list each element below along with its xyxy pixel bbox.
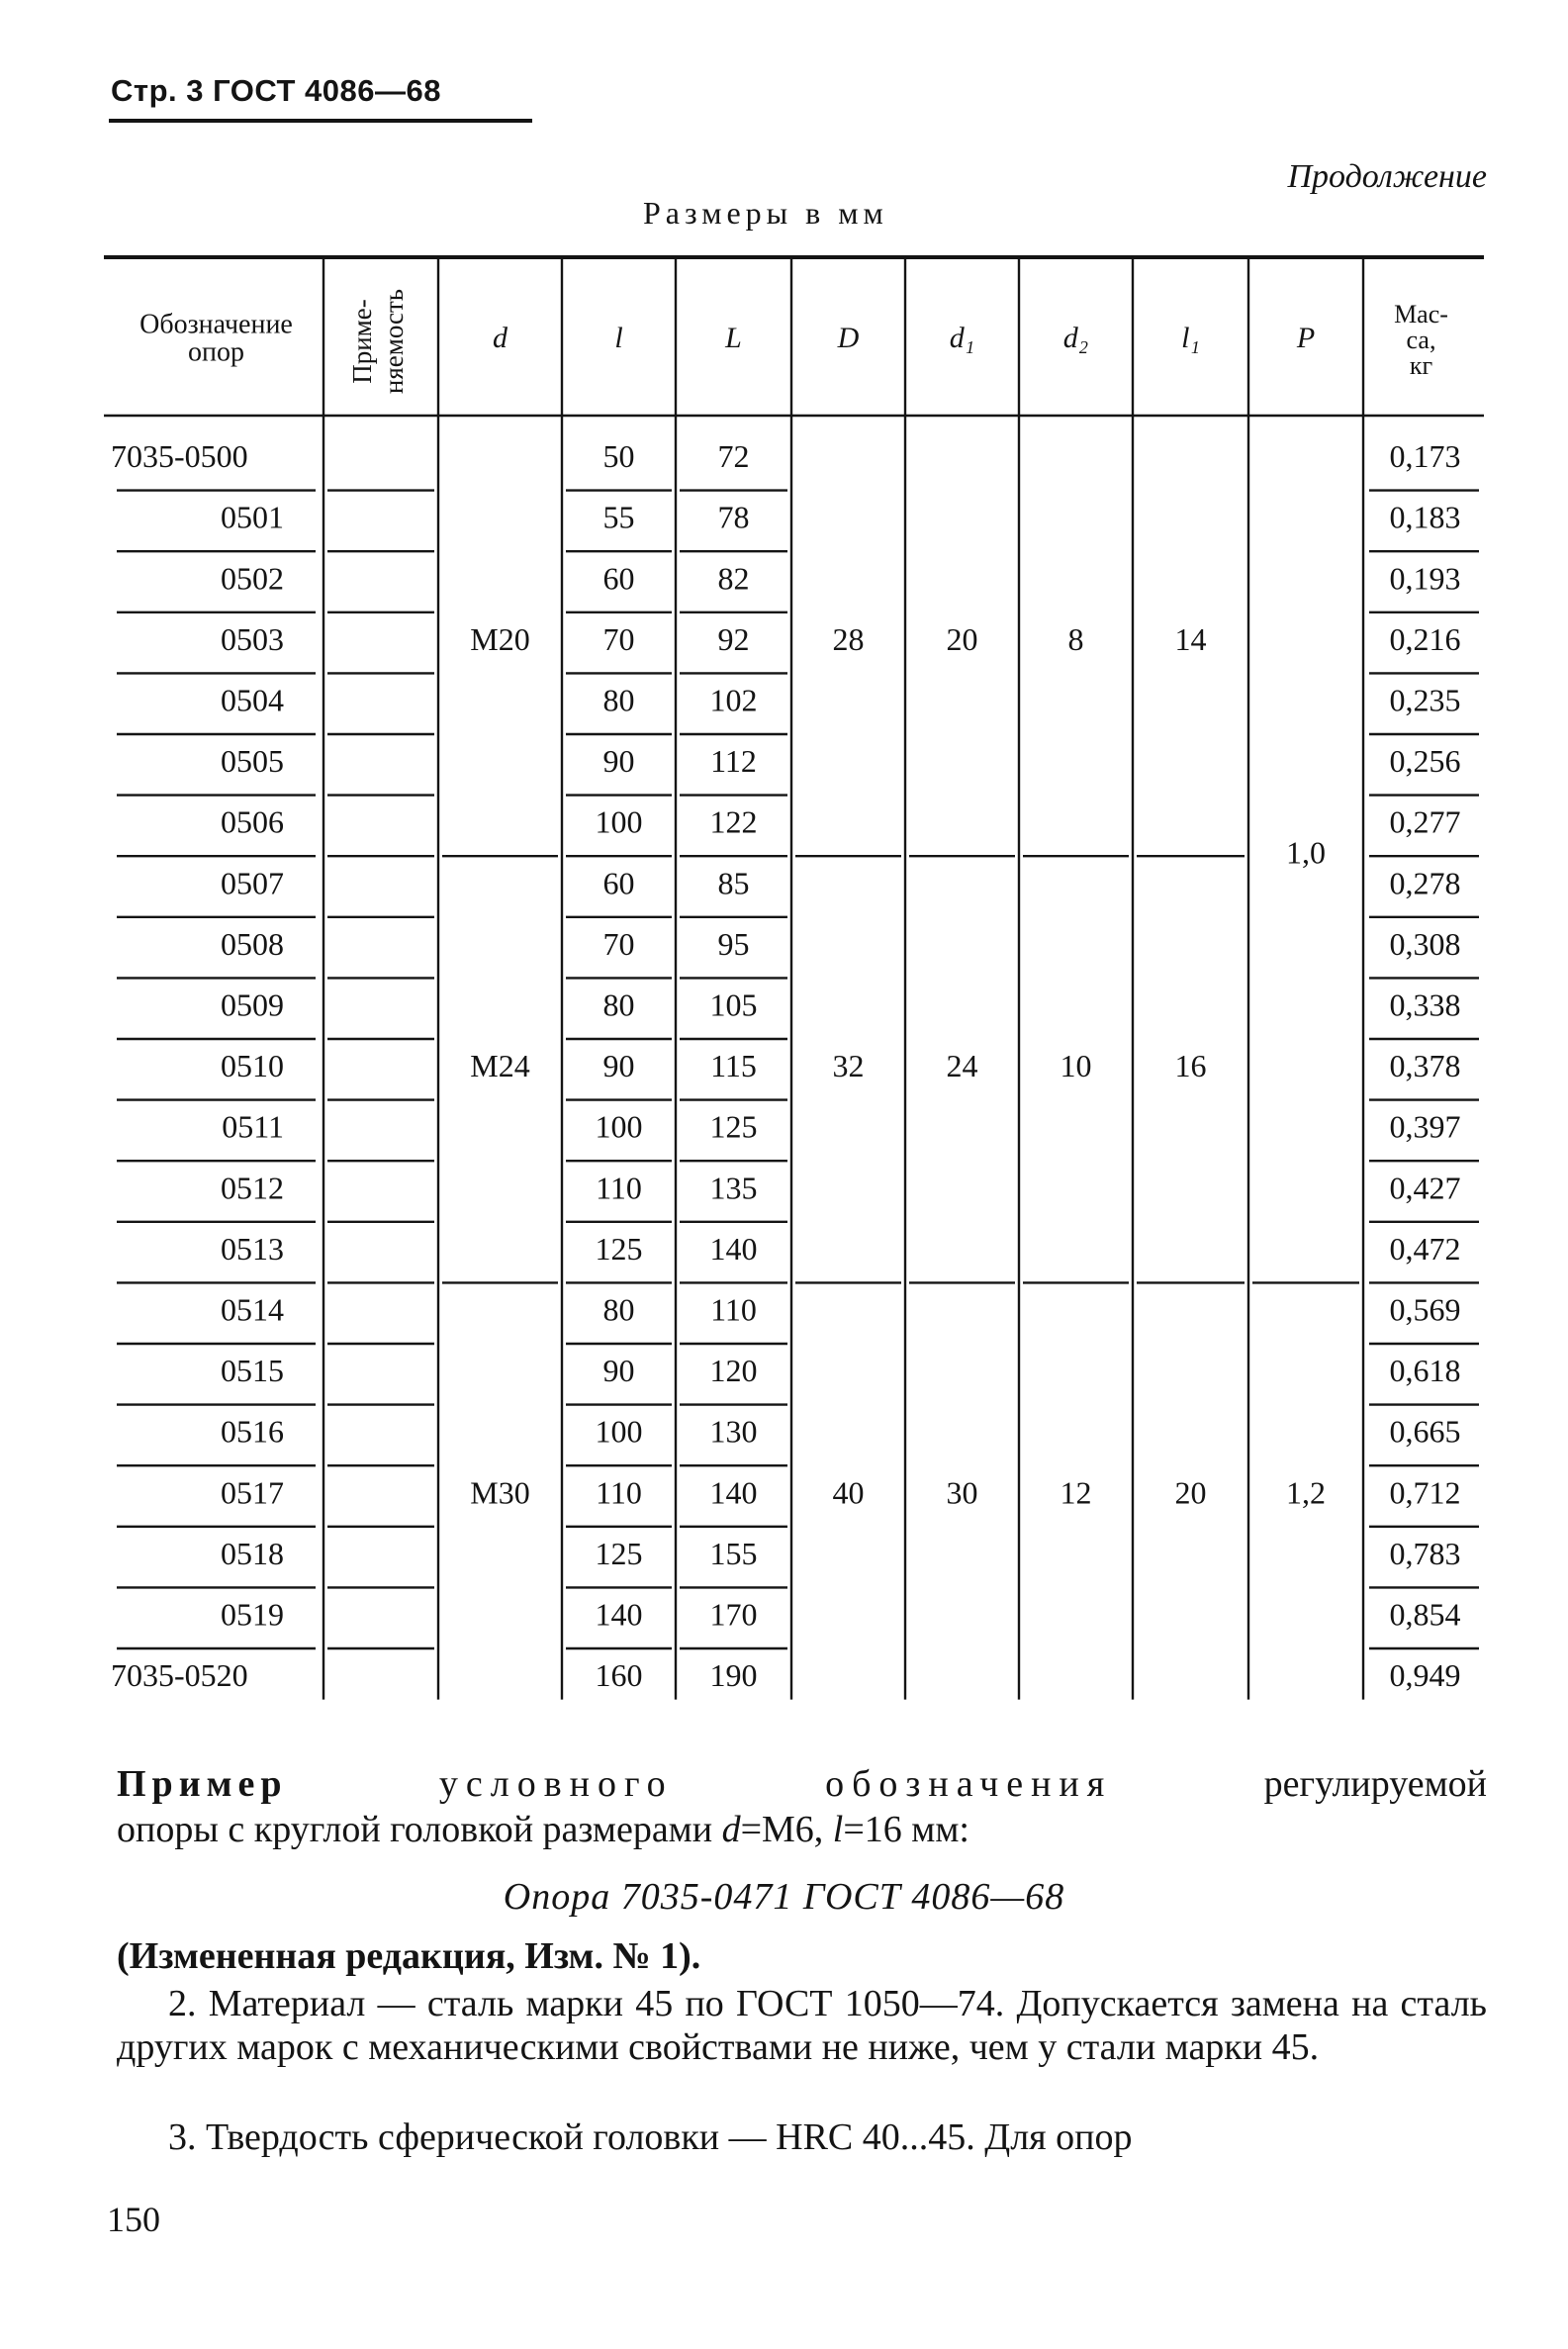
example-designation: Опора 7035-0471 ГОСТ 4086—68 (503, 1876, 1065, 1918)
designation-cell: 0517 (221, 1474, 284, 1511)
L-cell: 92 (717, 620, 750, 657)
header-L: L (725, 321, 742, 354)
header-D: D (837, 321, 860, 354)
l-cell: 60 (602, 865, 635, 901)
header-applicability: Приме- (347, 299, 378, 384)
material-paragraph (117, 1982, 1487, 2069)
hardness-text: 3. Твердость сферической головки — HRC 40...45. Для опор (168, 2116, 1133, 2158)
L-cell: 140 (709, 1230, 758, 1267)
l-cell: 100 (595, 803, 643, 840)
example-word-1: Пример (117, 1763, 288, 1805)
hardness-paragraph (117, 2115, 1487, 2159)
page-header: Стр. 3 ГОСТ 4086—68 (111, 73, 441, 108)
designation-cell: 0518 (221, 1535, 284, 1571)
D-cell: 40 (832, 1474, 865, 1511)
header-l: l (614, 321, 623, 354)
mass-cell: 0,338 (1389, 987, 1461, 1023)
mass-cell: 0,783 (1389, 1535, 1461, 1571)
mass-cell: 0,378 (1389, 1048, 1461, 1084)
example-word-3: обозначения (825, 1763, 1113, 1805)
L-cell: 170 (709, 1596, 758, 1633)
designation-cell: 0505 (221, 743, 284, 780)
mass-cell: 0,854 (1389, 1596, 1461, 1633)
designation-cell: 0501 (221, 499, 284, 535)
l-cell: 110 (596, 1170, 642, 1206)
mass-cell: 0,308 (1389, 925, 1461, 962)
page-number: 150 (107, 2200, 160, 2239)
l-cell: 80 (602, 682, 635, 718)
d1-cell: 24 (946, 1048, 978, 1084)
header-d2: d₂ (1062, 321, 1089, 354)
l-cell: 100 (595, 1413, 643, 1450)
header-mass: Мас- (1394, 299, 1448, 329)
designation-cell: 0515 (221, 1353, 284, 1389)
mass-cell: 0,949 (1389, 1657, 1461, 1694)
D-cell: 28 (832, 620, 865, 657)
L-cell: 112 (710, 743, 757, 780)
designation-cell: 0514 (221, 1291, 284, 1328)
l-cell: 80 (602, 1291, 635, 1328)
l-cell: 90 (602, 1353, 635, 1389)
mass-cell: 0,193 (1389, 560, 1461, 597)
P-cell: 1,2 (1286, 1474, 1326, 1511)
mass-cell: 0,278 (1389, 865, 1461, 901)
header-designation: Обозначение (139, 309, 293, 340)
L-cell: 110 (710, 1291, 757, 1328)
designation-cell: 0503 (221, 620, 284, 657)
mass-cell: 0,235 (1389, 682, 1461, 718)
example-l-symbol: l (832, 1809, 844, 1850)
header-mass: кг (1409, 350, 1433, 380)
example-d-symbol: d (721, 1809, 741, 1850)
header-l1: l₁ (1181, 321, 1200, 354)
designation-cell: 0510 (221, 1048, 284, 1084)
L-cell: 85 (717, 865, 750, 901)
header-d: d (493, 321, 507, 354)
L-cell: 130 (709, 1413, 758, 1450)
L-cell: 105 (709, 987, 758, 1023)
d1-cell: 30 (946, 1474, 978, 1511)
L-cell: 78 (717, 499, 750, 535)
L-cell: 122 (709, 803, 758, 840)
example-word-4: регулируемой (1263, 1763, 1487, 1805)
example-word-2: условного (438, 1763, 674, 1805)
l-cell: 55 (602, 499, 635, 535)
continuation-label: Продолжение (1287, 158, 1487, 195)
L-cell: 135 (709, 1170, 758, 1206)
mass-cell: 0,712 (1389, 1474, 1461, 1511)
amendment-note: (Измененная редакция, Изм. № 1). (117, 1935, 701, 1977)
thread-cell: M20 (470, 620, 530, 657)
l-cell: 70 (602, 620, 635, 657)
mass-cell: 0,472 (1389, 1230, 1461, 1267)
d2-cell: 12 (1060, 1474, 1092, 1511)
d1-cell: 20 (946, 620, 978, 657)
l-cell: 70 (602, 925, 635, 962)
l-cell: 60 (602, 560, 635, 597)
mass-cell: 0,216 (1389, 620, 1461, 657)
L-cell: 72 (717, 438, 750, 475)
d2-cell: 8 (1067, 620, 1084, 657)
l-cell: 140 (595, 1596, 643, 1633)
material-text: 2. Материал — сталь марки 45 по ГОСТ 1050—74. Допускается замена на сталь других марок с механическими свойствами не ниже, чем у стали марки 45. (117, 1983, 1487, 2068)
header-P: P (1296, 321, 1316, 354)
designation-cell: 0506 (221, 803, 284, 840)
L-cell: 190 (709, 1657, 758, 1694)
mass-cell: 0,665 (1389, 1413, 1461, 1450)
mass-cell: 0,183 (1389, 499, 1461, 535)
mass-cell: 0,427 (1389, 1170, 1461, 1206)
L-cell: 120 (709, 1353, 758, 1389)
L-cell: 125 (709, 1108, 758, 1145)
example-heading-line (117, 1761, 1487, 1807)
designation-cell: 0508 (221, 925, 284, 962)
l-cell: 160 (595, 1657, 643, 1694)
d2-cell: 10 (1060, 1048, 1092, 1084)
mass-cell: 0,569 (1389, 1291, 1461, 1328)
mass-cell: 0,618 (1389, 1353, 1461, 1389)
designation-cell: 7035-0500 (111, 438, 248, 475)
thread-cell: M24 (470, 1048, 530, 1084)
L-cell: 115 (710, 1048, 757, 1084)
L-cell: 95 (717, 925, 750, 962)
l-cell: 80 (602, 987, 635, 1023)
header-d1: d₁ (949, 321, 975, 354)
l-cell: 110 (596, 1474, 642, 1511)
designation-cell: 0513 (221, 1230, 284, 1267)
l-cell: 90 (602, 743, 635, 780)
mass-cell: 0,256 (1389, 743, 1461, 780)
l-cell: 125 (595, 1230, 643, 1267)
designation-cell: 0509 (221, 987, 284, 1023)
l-cell: 50 (602, 438, 635, 475)
l1-cell: 14 (1174, 620, 1207, 657)
designation-example (117, 1761, 1487, 1852)
L-cell: 155 (709, 1535, 758, 1571)
example-l-value: =16 мм: (843, 1809, 969, 1850)
mass-cell: 0,397 (1389, 1108, 1461, 1145)
L-cell: 82 (717, 560, 750, 597)
D-cell: 32 (832, 1048, 865, 1084)
l-cell: 125 (595, 1535, 643, 1571)
designation-cell: 0502 (221, 560, 284, 597)
example-line-2-text: опоры с круглой головкой размерами (117, 1809, 713, 1850)
l1-cell: 20 (1174, 1474, 1207, 1511)
P-cell: 1,0 (1286, 834, 1326, 871)
designation-cell: 0519 (221, 1596, 284, 1633)
units-caption: Размеры в мм (643, 195, 888, 231)
example-line-2 (117, 1807, 1487, 1852)
example-d-value: =M6, (740, 1809, 824, 1850)
designation-cell: 0504 (221, 682, 284, 718)
designation-cell: 0512 (221, 1170, 284, 1206)
l-cell: 90 (602, 1048, 635, 1084)
designation-cell: 0507 (221, 865, 284, 901)
l-cell: 100 (595, 1108, 643, 1145)
l1-cell: 16 (1174, 1048, 1207, 1084)
L-cell: 102 (709, 682, 758, 718)
header-applicability: няемость (379, 288, 410, 395)
header-designation: опор (188, 336, 244, 368)
thread-cell: M30 (470, 1474, 530, 1511)
designation-cell: 7035-0520 (111, 1657, 248, 1694)
mass-cell: 0,173 (1389, 438, 1461, 475)
designation-cell: 0511 (222, 1108, 284, 1145)
L-cell: 140 (709, 1474, 758, 1511)
mass-cell: 0,277 (1389, 803, 1461, 840)
header-mass: са, (1406, 325, 1436, 354)
designation-cell: 0516 (221, 1413, 284, 1450)
